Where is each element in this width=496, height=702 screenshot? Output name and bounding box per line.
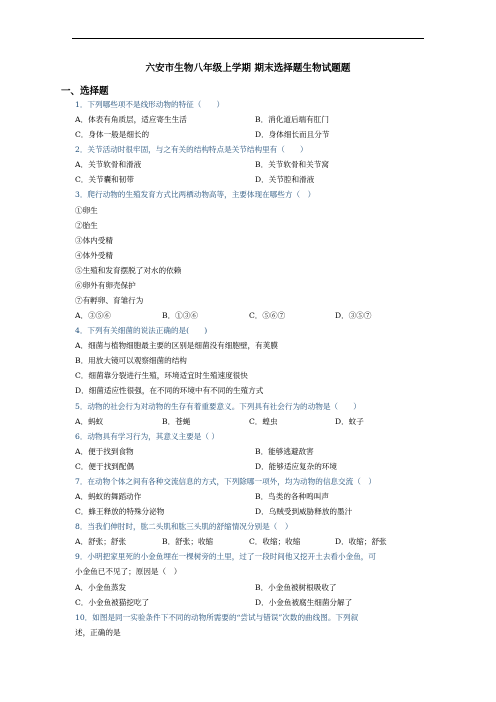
question-9-options	[75, 580, 435, 595]
question-8-option-c: C．收缩；收缩	[249, 537, 301, 547]
question-3-item: ⑦有孵卵、育雏行为	[75, 296, 144, 306]
question-9-options-2	[75, 595, 435, 610]
question-8-option-a: A．舒张；舒张	[75, 537, 127, 547]
question-5-stem: 5．动物的社会行为对动物的生存有着重要意义。下列具有社会行为的动物是（ ）	[75, 401, 361, 411]
question-3-item: ⑤生殖和发育摆脱了对水的依赖	[75, 265, 182, 275]
question-1-option-a: A．体表有角质层，适应寄生生活	[75, 115, 187, 125]
question-4-option-d: D．细菌适应性很强，在不同的环境中有不同的生殖方式	[75, 386, 264, 396]
question-5-option-d: D．蚊子	[335, 416, 364, 426]
question-3-options	[75, 308, 435, 323]
question-6-option-d: D．能够适应复杂的环境	[255, 461, 338, 471]
question-3-option-b: B．①③⑥	[162, 311, 198, 321]
question-6-option-a: A．便于找到食物	[75, 446, 134, 456]
question-3-item: ②胎生	[75, 220, 98, 230]
question-7-options-2	[75, 504, 435, 519]
section-heading: 一、选择题	[61, 86, 109, 97]
question-1-options-2	[75, 127, 435, 142]
header-rule	[72, 38, 424, 39]
question-9-option-b: B．小金鱼被树根吸收了	[255, 582, 337, 592]
question-2-stem: 2．关节活动时很牢固，与之有关的结构特点是关节结构里有（ ）	[75, 145, 308, 155]
question-3-item: ④体外受精	[75, 250, 113, 260]
question-8-option-b: B．舒张；收缩	[162, 537, 214, 547]
question-9-stem: 9．小明把家里死的小金鱼埋在一棵树旁的土里，过了一段时间他又挖开土去看小金鱼，可	[75, 552, 376, 562]
question-2-option-d: D．关节腔和滑液	[255, 175, 315, 185]
question-7-stem: 7．在动物个体之间有各种交流信息的方式，下列除哪一项外，均为动物的信息交流（ ）	[75, 476, 376, 486]
question-3-stem: 3．爬行动物的生殖发育方式比两栖动物高等，主要体现在哪些方（ ）	[75, 190, 316, 200]
question-6-options	[75, 444, 435, 459]
question-10-stem: 10．如图是同一实验条件下不同的动物所需要的“尝试与错误”次数的曲线图。下列叙	[75, 612, 359, 622]
question-3-option-c: C．⑤⑥⑦	[249, 311, 286, 321]
question-3-item: ⑥卵外有卵壳保护	[75, 280, 136, 290]
question-5-option-a: A．蚂蚁	[75, 416, 104, 426]
question-6-options-2	[75, 459, 435, 474]
question-3-item: ①卵生	[75, 205, 98, 215]
question-2-option-b: B．关节软骨和关节窝	[255, 160, 329, 170]
question-7-option-c: C．蜂王释放的特殊分泌物	[75, 507, 165, 517]
question-2-options	[75, 157, 435, 172]
question-4-option-a: A．细菌与植物细胞最主要的区别是细菌没有细胞壁，有荚膜	[75, 341, 278, 351]
question-6-stem: 6．动物具有学习行为，其意义主要是（ ）	[75, 431, 219, 441]
question-4-stem: 4．下列有关细菌的说法正确的是( )	[75, 326, 208, 336]
question-4-option-c: C．细菌靠分裂进行生殖，环境适宜时生殖速度很快	[75, 371, 248, 381]
question-10-stem-cont: 述，正确的是	[75, 627, 121, 637]
question-1-stem: 1．下列哪些项不是线形动物的特征（ ）	[75, 100, 225, 109]
question-6-option-b: B．能够逃避敌害	[255, 446, 314, 456]
question-list	[75, 97, 435, 640]
question-7-option-a: A．蚂蚁的舞蹈动作	[75, 492, 142, 502]
question-1-option-d: D．身体细长而且分节	[255, 130, 330, 140]
question-8-option-d: D．收缩；舒张	[335, 537, 387, 547]
question-9-option-c: C．小金鱼被猫挖吃了	[75, 597, 150, 607]
question-2-option-c: C．关节囊和韧带	[75, 175, 134, 185]
question-6-option-c: C．便于找到配偶	[75, 461, 134, 471]
question-5-options	[75, 414, 435, 429]
question-7-options	[75, 489, 435, 504]
question-3-item: ③体内受精	[75, 235, 113, 245]
question-2-options-2	[75, 172, 435, 187]
question-2-option-a: A．关节软骨和滑液	[75, 160, 142, 170]
question-1-options	[75, 112, 435, 127]
question-3-option-a: A．③⑤⑥	[75, 311, 111, 321]
document-title: 六安市生物八年级上学期 期末选择题生物试题题	[145, 63, 351, 74]
question-8-options	[75, 534, 435, 549]
question-7-option-d: D．乌贼受到威胁释放的墨汁	[255, 507, 353, 517]
question-9-option-d: D．小金鱼被腐生细菌分解了	[255, 597, 353, 607]
question-5-option-c: C．蝗虫	[249, 416, 278, 426]
question-9-option-a: A．小金鱼蒸发	[75, 582, 127, 592]
question-8-stem: 8．当我们伸肘时，肱二头肌和肱三头肌的舒缩情况分别是（ ）	[75, 522, 293, 532]
question-9-stem-cont: 小金鱼已不见了；原因是（ ）	[75, 567, 182, 577]
question-1-option-b: B．消化道后端有肛门	[255, 115, 329, 125]
question-7-option-b: B．鸟类的各种鸣叫声	[255, 492, 329, 502]
question-3-option-d: D．③⑤⑦	[335, 311, 372, 321]
question-1-option-c: C．身体一般是细长的	[75, 130, 150, 140]
question-5-option-b: B．苍蝇	[162, 416, 191, 426]
question-4-option-b: B．用放大镜可以观察细菌的结构	[75, 356, 187, 366]
